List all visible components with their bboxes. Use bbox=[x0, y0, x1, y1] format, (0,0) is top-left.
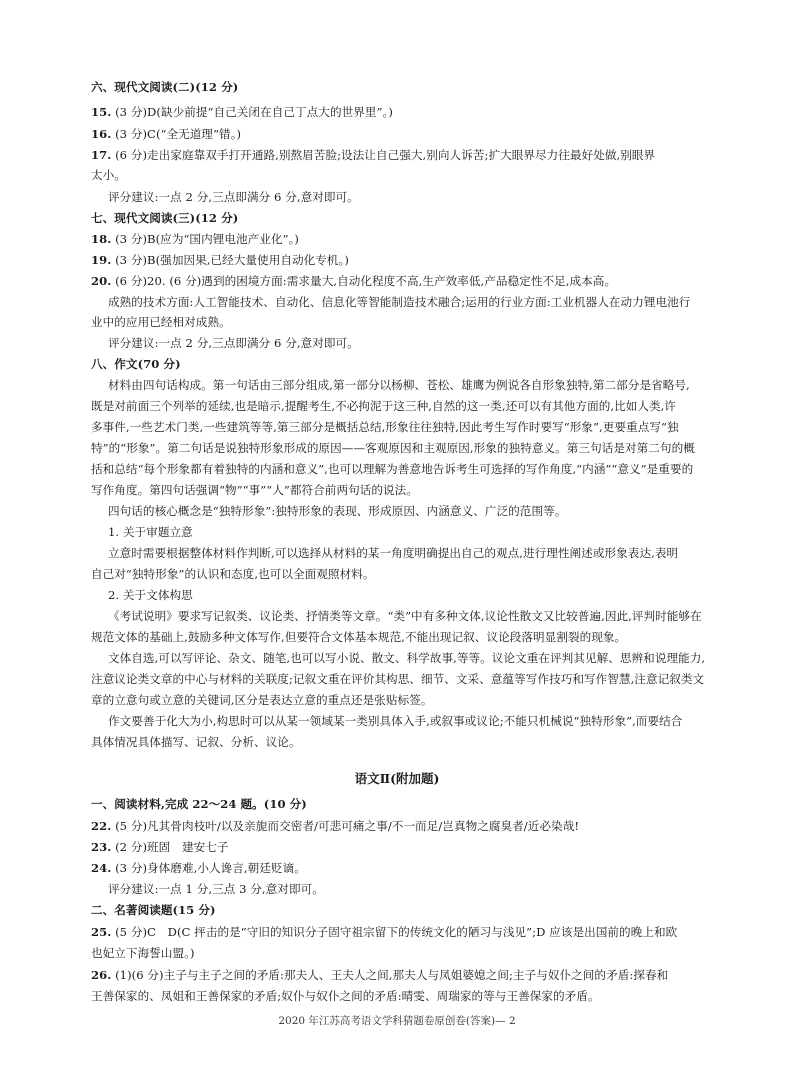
essay-paragraph-line: 材料由四句话构成。第一句话由三部分组成,第一部分以杨柳、苍松、雄鹰为例说各自形象独特,第二部分是省略号, bbox=[108, 378, 690, 392]
essay-paragraph-line: 四句话的核心概念是“独特形象”:独特形象的表现、形成原因、内涵意义、广泛的范围等。 bbox=[108, 504, 567, 518]
score-note: 评分建议:一点 2 分,三点即满分 6 分,意对即可。 bbox=[108, 336, 359, 350]
essay-paragraph-line: 多事件,一些艺术门类,一些建筑等等,第三部分是概括总结,形象往往独特,因此考生写作时要写“形象”,更要重点写“独 bbox=[91, 420, 679, 434]
answer-text: (3 分)D(缺少前提“自己关闭在自己丁点大的世界里”。) bbox=[115, 105, 393, 119]
answer-23 bbox=[91, 840, 707, 854]
extra-section-title: 语文Ⅱ(附加题) bbox=[354, 771, 440, 786]
essay-paragraph-line: 具体情况具体描写、记叙、分析、议论。 bbox=[91, 735, 301, 749]
answer-text: (3 分)C(“全无道理”错。) bbox=[115, 127, 242, 141]
question-number: 24. bbox=[91, 861, 112, 875]
answer-22 bbox=[91, 819, 707, 833]
question-number: 26. bbox=[91, 968, 112, 982]
section-heading: 二、名著阅读题(15 分) bbox=[91, 903, 216, 917]
question-number: 18. bbox=[91, 232, 112, 246]
section-heading: 八、作文(70 分) bbox=[91, 357, 181, 371]
question-number: 22. bbox=[91, 819, 112, 833]
answer-26 bbox=[91, 968, 707, 982]
essay-paragraph-line: 文体自选,可以写评论、杂文、随笔,也可以写小说、散文、科学故事,等等。议论文重在评判其见解、思辨和说理能力, bbox=[108, 651, 706, 665]
answer-18 bbox=[91, 232, 707, 246]
answer-17-cont: 太小。 bbox=[91, 168, 126, 182]
subheading: 2. 关于文体构思 bbox=[108, 588, 193, 602]
answer-text: (3 分)身体磨难,小人谗言,朝廷贬谪。 bbox=[115, 861, 306, 875]
answer-24 bbox=[91, 861, 707, 875]
answer-20-cont: 成熟的技术方面:人工智能技术、自动化、信息化等智能制造技术融合;运用的行业方面:工业机器人在动力锂电池行 bbox=[108, 295, 691, 309]
answer-text: (6 分)走出家庭靠双手打开通路,别熬眉苦脸;设法让自己强大,别向人诉苦;扩大眼界尽力往最好处做,别眼界 bbox=[115, 148, 656, 162]
answer-text: (3 分)B(应为“国内锂电池产业化”。) bbox=[115, 232, 299, 246]
section-heading: 七、现代文阅读(三)(12 分) bbox=[91, 211, 239, 225]
score-note: 评分建议:一点 1 分,三点 3 分,意对即可。 bbox=[108, 882, 324, 896]
subheading: 1. 关于审题立意 bbox=[108, 525, 193, 539]
essay-paragraph-line: 《考试说明》要求写记叙类、议论类、抒情类等文章。“类”中有多种文体,议论性散文又比较普遍,因此,评判时能够在 bbox=[108, 609, 702, 623]
answer-15 bbox=[91, 105, 707, 119]
question-number: 19. bbox=[91, 253, 112, 267]
essay-paragraph-line: 既是对前面三个列举的延续,也是暗示,提醒考生,不必拘泥于这三种,自然的这一类,还可以有其他方面的,比如人类,许 bbox=[91, 399, 677, 413]
answer-text: (5 分)凡其骨肉枝叶/以及亲旎而交密者/可悲可痛之事/不一而足/岂真物之腐臭者/近必染哉! bbox=[115, 819, 580, 833]
answer-20-cont: 业中的应用已经相对成熟。 bbox=[91, 315, 231, 329]
question-number: 16. bbox=[91, 127, 112, 141]
essay-paragraph-line: 写作角度。第四句话强调“物”“事”“人”都符合前两句话的说法。 bbox=[91, 483, 418, 497]
essay-paragraph-line: 注意议论类文章的中心与材料的关联度;记叙文重在评价其构思、细节、文采、意蕴等写作技巧和写作智慧,注意记叙类文 bbox=[91, 672, 705, 686]
essay-paragraph-line: 作文要善于化大为小,构思时可以从某一领域某一类别具体入手,或叙事或议论;不能只机械说“独特形象”,而要结合 bbox=[108, 714, 683, 728]
answer-text: (2 分)班固 建安七子 bbox=[115, 840, 229, 854]
question-number: 20. bbox=[91, 274, 112, 288]
answer-25-cont: 也妃立下海誓山盟。) bbox=[91, 946, 195, 960]
answer-25 bbox=[91, 925, 707, 939]
score-note: 评分建议:一点 2 分,三点即满分 6 分,意对即可。 bbox=[108, 190, 359, 204]
essay-paragraph-line: 特”的“形象”。第二句话是说独特形象形成的原因——客观原因和主观原因,形象的独特意义。第三句话是对第二句的概 bbox=[91, 441, 695, 455]
question-number: 17. bbox=[91, 148, 112, 162]
answer-19 bbox=[91, 253, 707, 267]
answer-text: (5 分)C D(C 抨击的是“守旧的知识分子固守祖宗留下的传统文化的陋习与浅见”;D 应该是出国前的晚上和欧 bbox=[115, 925, 678, 939]
section-heading: 六、现代文阅读(二)(12 分) bbox=[91, 80, 239, 94]
answer-16 bbox=[91, 127, 707, 141]
answer-text: (1)(6 分)主子与主子之间的矛盾:那夫人、王夫人之间,那夫人与凤姐婆媳之间;主子与奴仆之间的矛盾:探春和 bbox=[115, 968, 669, 982]
question-number: 25. bbox=[91, 925, 112, 939]
answer-text: (3 分)B(强加因果,已经大量使用自动化专机。) bbox=[115, 253, 349, 267]
essay-paragraph-line: 括和总结“每个形象都有着独特的内涵和意义”,也可以理解为善意地告诉考生可选择的写作角度,“内涵”“意义”是重要的 bbox=[91, 462, 694, 476]
answer-text: (6 分)20. (6 分)遇到的困境方面:需求量大,自动化程度不高,生产效率低,产品稳定性不足,成本高。 bbox=[115, 274, 617, 288]
answer-20 bbox=[91, 274, 707, 288]
question-number: 23. bbox=[91, 840, 112, 854]
essay-paragraph-line: 章的立意句或立意的关键词,区分是表达立意的重点还是张贴标签。 bbox=[91, 693, 433, 707]
section-heading: 一、阅读材料,完成 22～24 题。(10 分) bbox=[91, 797, 307, 811]
answer-17 bbox=[91, 148, 707, 162]
essay-paragraph-line: 立意时需要根据整体材料作判断,可以选择从材料的某一角度明确提出自己的观点,进行理性阐述或形象表达,表明 bbox=[108, 546, 679, 560]
essay-paragraph-line: 自己对“独特形象”的认识和态度,也可以全面观照材料。 bbox=[91, 567, 375, 581]
question-number: 15. bbox=[91, 105, 112, 119]
answer-26-cont: 王善保家的、凤姐和王善保家的矛盾;奴仆与奴仆之间的矛盾:晴雯、周瑞家的等与王善保家的矛盾。 bbox=[91, 989, 600, 1003]
page-footer: 2020 年江苏高考语文学科猜题卷原创卷(答案)— 2 bbox=[278, 1015, 516, 1027]
essay-paragraph-line: 规范文体的基础上,鼓励多种文体写作,但要符合文体基本规范,不能出现记叙、议论段落明显割裂的现象。 bbox=[91, 630, 627, 644]
